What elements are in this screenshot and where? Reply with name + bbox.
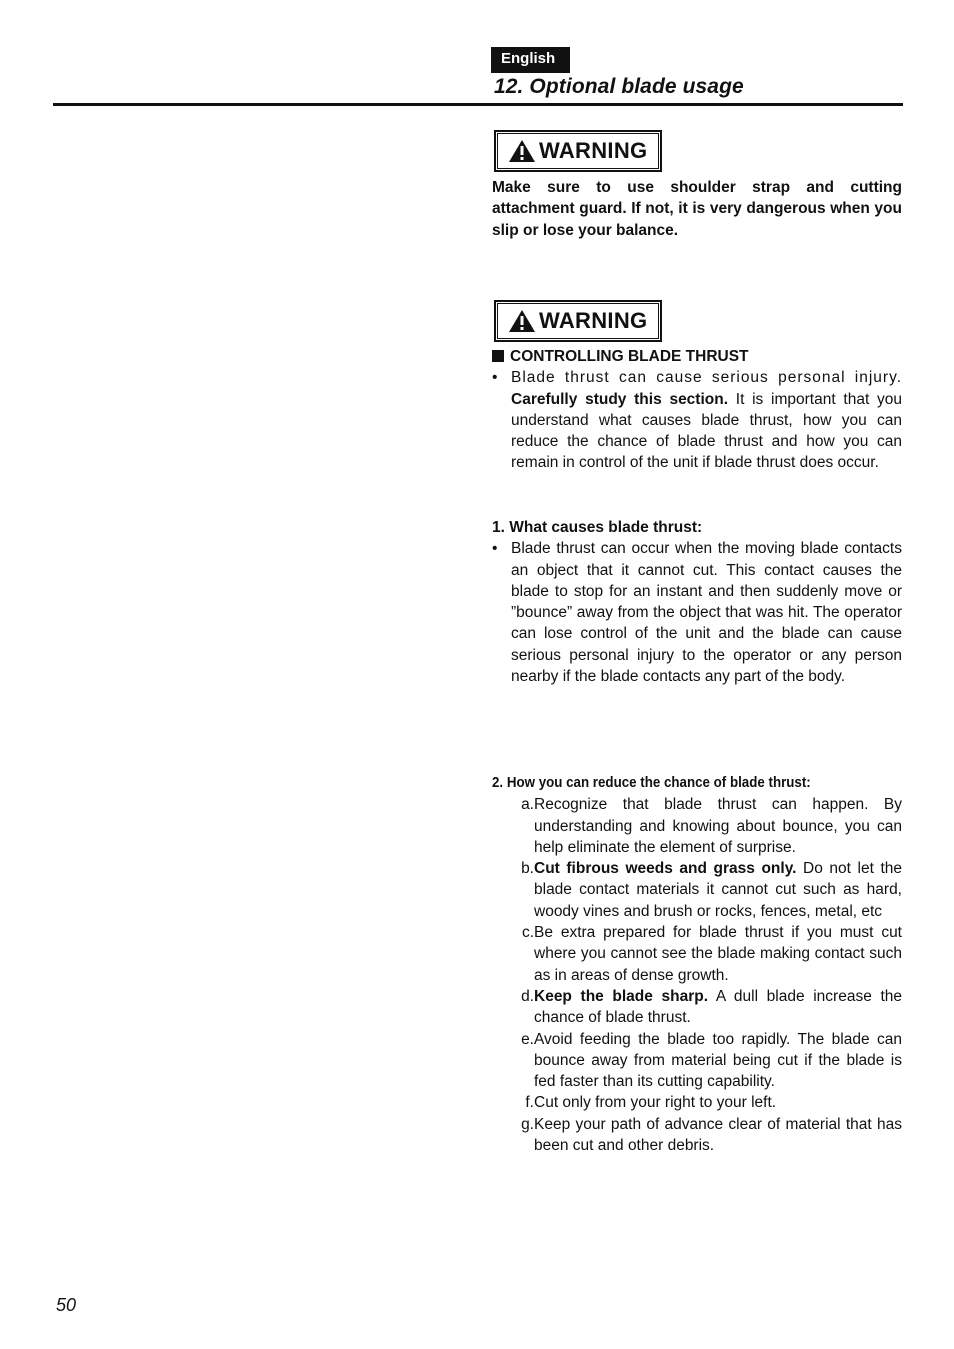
reduce-list [492,794,902,1156]
how-to-reduce-section [492,773,902,1156]
list-item-text: Keep your path of advance clear of material that has been cut and other debris. [534,1115,902,1155]
list-item [492,1114,902,1157]
list-item-bold: Keep the blade sharp. [534,987,709,1005]
controlling-blade-thrust-section [492,346,902,474]
what-causes-section [492,517,902,687]
list-item-letter: b. [521,860,534,878]
page-number: 50 [56,1295,77,1315]
controlling-text-post: It is important that you understand what causes blade thrust, how you can reduce the chance of blade thrust and how you can remain in control of the unit if blade thrust does occur. [511,390,902,472]
section-title: 12. Optional blade usage [494,75,744,98]
controlling-text-bold: Carefully study this section. [511,390,729,408]
list-item-text: Do not let the blade contact materials it cannot cut such as hard, woody vines and brush or rocks, fences, metal, etc [534,860,902,920]
list-item-text: Cut only from your right to your left. [534,1094,777,1112]
warning-1-text: Make sure to use shoulder strap and cutting attachment guard. If not, it is very dangerous when you slip or lose your balance. [492,179,902,239]
list-item [492,858,902,922]
warning-label: WARNING [539,138,648,163]
list-item [492,922,902,986]
warning-label: WARNING [539,308,648,333]
list-item-letter: f. [525,1094,534,1112]
square-bullet-icon [492,350,504,362]
title-divider [53,103,903,106]
warning-triangle-icon [508,309,536,333]
list-item-letter: d. [521,987,534,1005]
list-item-text: Be extra prepared for blade thrust if you must cut where you cannot see the blade making contact such as in areas of dense growth. [534,924,902,984]
list-item-letter: c. [521,924,534,942]
list-item [492,1029,902,1093]
list-item-letter: e. [521,1030,534,1048]
list-item-letter: a. [521,796,534,814]
list-item-letter: g. [521,1115,534,1133]
warning-box-1 [494,130,662,172]
how-to-reduce-heading: 2. How you can reduce the chance of blade thrust: [492,775,811,791]
language-tab: English [491,47,570,73]
list-item [492,794,902,858]
list-item-bold: Cut fibrous weeds and grass only. [534,860,797,878]
bullet-icon: • [492,369,498,387]
warning-box-2 [494,300,662,342]
list-item-text: A dull blade increase the chance of blade thrust. [534,987,902,1027]
what-causes-bullet [492,538,902,687]
what-causes-text: Blade thrust can occur when the moving blade contacts an object that it cannot cut. This contact causes the blade to stop for an instant and then suddenly move or ”bounce” away from the object that was hit. The operator can lose control of the unit and the blade can cause serious personal injury to the operator or any person nearby if the blade contacts any part of the body. [511,540,902,686]
controlling-text-pre: Blade thrust can cause serious personal injury. [511,369,902,387]
list-item-text: Avoid feeding the blade too rapidly. The blade can bounce away from material being cut if the blade is fed faster than its cutting capability. [534,1030,902,1091]
controlling-bullet [492,367,902,473]
controlling-heading: CONTROLLING BLADE THRUST [492,346,902,367]
warning-triangle-icon [508,139,536,163]
bullet-icon: • [492,540,498,558]
list-item-text: Recognize that blade thrust can happen. By understanding and knowing about bounce, you can help eliminate the element of surprise. [534,796,902,856]
list-item [492,1092,902,1113]
what-causes-heading: 1. What causes blade thrust: [492,519,703,536]
list-item [492,986,902,1029]
